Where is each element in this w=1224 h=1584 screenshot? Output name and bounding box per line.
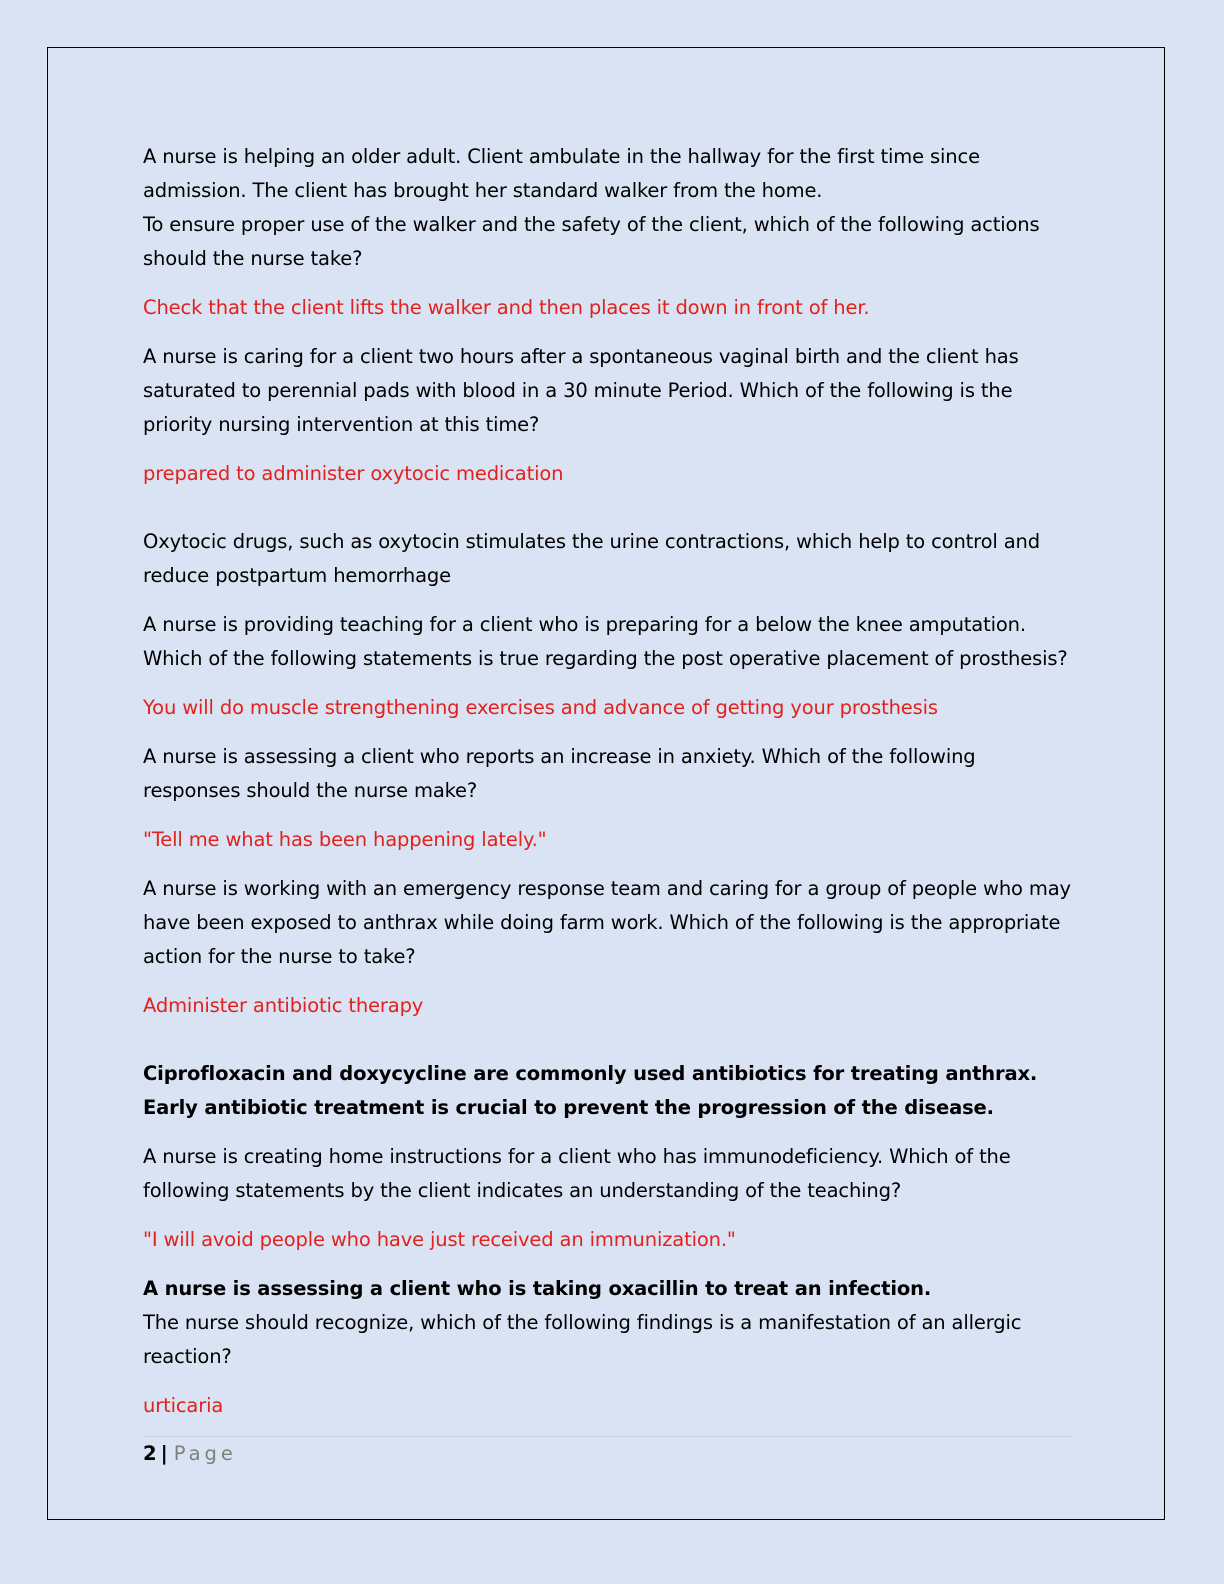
page-number: 2 [143, 1442, 157, 1465]
rationale-anthrax: Ciprofloxacin and doxycycline are commonly used antibiotics for treating anthrax. Early antibiotic treatment is crucial to prevent the progression of the disease. [143, 1062, 1038, 1119]
page-footer [143, 1440, 237, 1468]
answer-anthrax: Administer antibiotic therapy [143, 994, 424, 1017]
question-walker: A nurse is helping an older adult. Client ambulate in the hallway for the first time since admission. The client has brought her standard walker from the home. To ensure proper use of the walker and the safety of the client, which of the following actions should the nurse take? [143, 145, 1040, 270]
answer-oxacillin: urticaria [143, 1394, 224, 1417]
answer-amputation: You will do muscle strengthening exercises and advance of getting your prosthesis [143, 696, 938, 719]
footer-divider [143, 1436, 1073, 1437]
answer-postpartum: prepared to administer oxytocic medication [143, 462, 564, 485]
question-immunodeficiency: A nurse is creating home instructions for a client who has immunodeficiency. Which of the following statements by the client indicates an understanding of the teaching? [143, 1145, 1011, 1202]
question-anxiety: A nurse is assessing a client who reports an increase in anxiety. Which of the following responses should the nurse make? [143, 745, 976, 802]
question-oxacillin: A nurse is assessing a client who is taking oxacillin to treat an infection. The nurse should recognize, which of the following findings is a manifestation of an allergic reaction? [143, 1277, 1022, 1368]
footer-separator: | [160, 1442, 168, 1465]
question-anthrax: A nurse is working with an emergency response team and caring for a group of people who may have been exposed to anthrax while doing farm work. Which of the following is the appropriate action for the nurse to take? [143, 877, 1071, 968]
spacer [143, 506, 1073, 525]
page-label: Page [173, 1442, 237, 1465]
answer-immunodeficiency: "I will avoid people who have just received an immunization." [143, 1228, 736, 1251]
answer-walker: Check that the client lifts the walker and then places it down in front of her. [143, 296, 870, 319]
document-body [143, 140, 1073, 1438]
answer-anxiety: "Tell me what has been happening lately." [143, 828, 547, 851]
rationale-oxytocic: Oxytocic drugs, such as oxytocin stimulates the urine contractions, which help to control and reduce postpartum hemorrhage [143, 530, 1040, 587]
spacer [143, 1038, 1073, 1057]
question-amputation: A nurse is providing teaching for a client who is preparing for a below the knee amputation. Which of the following statements is true regarding the post operative placement of prosthesis? [143, 613, 1068, 670]
question-postpartum: A nurse is caring for a client two hours after a spontaneous vaginal birth and the client has saturated to perennial pads with blood in a 30 minute Period. Which of the following is the priority nursing intervention at this time? [143, 345, 1019, 436]
